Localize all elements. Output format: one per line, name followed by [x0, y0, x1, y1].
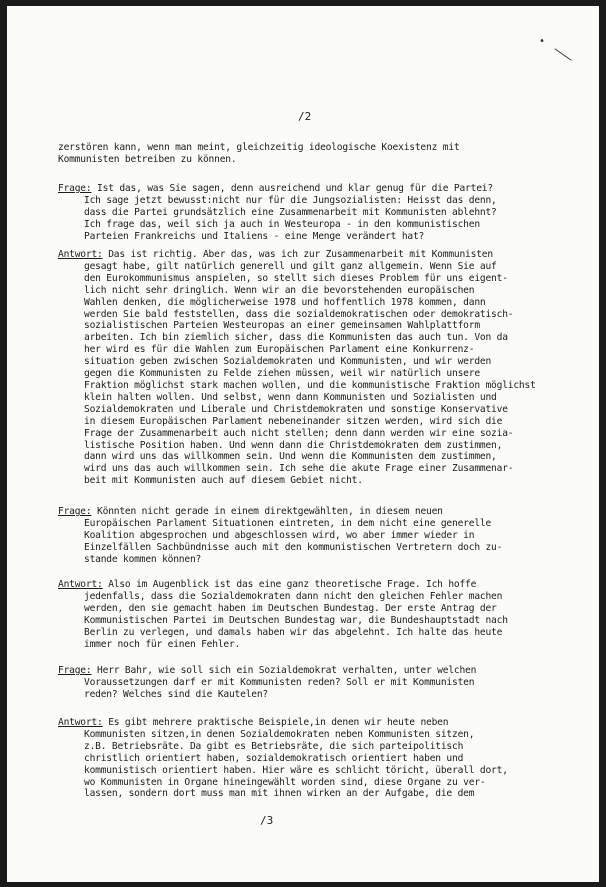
text-line — [58, 689, 568, 701]
corner-mark: • — [539, 36, 546, 47]
text-line — [58, 665, 568, 677]
text-line — [58, 615, 568, 627]
text-line — [58, 320, 568, 332]
text-line — [58, 273, 568, 285]
text-line-content: dann wird uns das willkommen sein. Und wenn die Kommunisten dem zustimmen, — [84, 451, 497, 463]
question-block — [58, 183, 568, 243]
text-line-content: Es gibt mehrere praktische Beispiele,in denen wir heute neben — [108, 717, 449, 728]
question-block — [58, 506, 568, 566]
text-line — [58, 788, 568, 800]
text-line — [58, 416, 568, 428]
text-line-content: wo Kommunisten in Organe hineingewählt worden sind, diese Organe zu ver- — [84, 776, 486, 788]
text-line — [58, 154, 568, 166]
answer-block — [58, 717, 568, 800]
text-line — [58, 579, 568, 591]
text-line-content: dass die Partei grundsätzlich eine Zusammenarbeit mit Kommunisten ablehnt? — [84, 206, 497, 218]
text-line — [58, 542, 568, 554]
question-label: Frage: — [58, 665, 92, 676]
answer-block — [58, 249, 568, 487]
text-line-content: Europäischen Parlament Situationen eintreten, in dem nicht eine generelle — [84, 517, 492, 529]
text-line — [58, 404, 568, 416]
text-line-content: den Eurokommunismus anspielen, so stellt sich dieses Problem für uns eigent- — [84, 272, 508, 284]
text-line-content: Kommunisten betreiben zu können. — [58, 153, 237, 165]
text-line — [58, 639, 568, 651]
text-line-content: Fraktion möglichst stark machen wollen, und die kommunistische Fraktion möglichst — [84, 379, 536, 391]
text-line-content: christlich orientiert haben, sozialdemokratisch orientiert haben und — [84, 752, 464, 764]
answer-label: Antwort: — [58, 579, 103, 590]
text-line — [58, 518, 568, 530]
text-line — [58, 261, 568, 273]
text-line-content: Sozialdemokraten und Liberale und Christdemokraten und sonstige Konservative — [84, 403, 508, 415]
text-line-content: reden? Welches sind die Kautelen? — [84, 688, 269, 700]
text-line-content: Kommunistischen Partei im Deutschen Bundestag war, die Bundeshauptstadt nach — [84, 614, 508, 626]
text-line-content: Ich sage jetzt bewusst:nicht nur für die Jungsozialisten: Heisst das denn, — [84, 194, 497, 206]
text-line — [58, 195, 568, 207]
text-line — [58, 741, 568, 753]
text-line-content: Voraussetzungen darf er mit Kommunisten reden? Soll er mit Kommunisten — [84, 676, 475, 688]
text-line-content: Könnten nicht gerade in einem direktgewählten, in diesem neuen — [97, 506, 443, 517]
text-line-content: Wahlen denken, die möglicherweise 1978 und hoffentlich 1978 kommen, dann — [84, 296, 486, 308]
text-line — [58, 777, 568, 789]
text-line — [58, 344, 568, 356]
text-line — [58, 368, 568, 380]
question-label: Frage: — [58, 506, 92, 517]
text-line — [58, 591, 568, 603]
text-line-content: klein halten wollen. Und selbst, wenn dann Kommunisten und Sozialisten und — [84, 391, 497, 403]
text-line-content: Einzelfällen Sachbündnisse auch mit den kommunistischen Vertretern doch zu- — [84, 541, 503, 553]
text-line-content: situation geben zwischen Sozialdemokraten und Kommunisten, und wir werden — [84, 356, 492, 368]
text-line-content: Ist das, was Sie sagen, denn ausreichend und klar genug für die Partei? — [97, 183, 493, 194]
text-line — [58, 142, 568, 154]
text-line — [58, 249, 568, 261]
text-line — [58, 753, 568, 765]
text-line — [58, 231, 568, 243]
text-line-content: immer noch für einen Fehler. — [84, 638, 241, 650]
answer-label: Antwort: — [58, 249, 103, 260]
corner-stroke — [555, 48, 572, 60]
text-line-content: Das ist richtig. Aber das, was ich zur Zusammenarbeit mit Kommunisten — [108, 249, 493, 260]
text-line — [58, 603, 568, 615]
text-line-content: werden Sie bald feststellen, dass die sozialdemokratischen oder demokratisch- — [84, 308, 514, 320]
page-number-bottom: /3 — [260, 814, 274, 827]
text-line — [58, 530, 568, 542]
text-line-content: gegen die Kommunisten zu Felde ziehen müssen, weil wir natürlich unsere — [84, 368, 480, 380]
text-line — [58, 207, 568, 219]
text-line-content: Herr Bahr, wie soll sich ein Sozialdemokrat verhalten, unter welchen — [97, 665, 477, 676]
text-line-content: lassen, sondern dort muss man mit ihnen wirken an der Aufgabe, die dem — [84, 788, 475, 800]
page-number-top: /2 — [298, 110, 312, 123]
text-line-content: sozialistischen Parteien Westeuropas an einer gemeinsamen Wahlplattform — [84, 320, 480, 332]
text-line-content: lich nicht sehr dringlich. Wenn wir an die bevorstehenden europäischen — [84, 284, 475, 296]
text-line-content: beit mit Kommunisten auch auf diesem Gebiet nicht. — [84, 475, 363, 487]
text-line-content: listische Position haben. Und wenn dann die Christdemokraten dem zustimmen, — [84, 439, 503, 451]
question-label: Frage: — [58, 183, 92, 194]
text-line-content: zerstören kann, wenn man meint, gleichzeitig ideologische Koexistenz mit — [58, 142, 460, 153]
text-line — [58, 677, 568, 689]
text-line-content: Parteien Frankreichs und Italiens - eine Menge verändert hat? — [84, 230, 425, 242]
text-line — [58, 380, 568, 392]
text-line — [58, 440, 568, 452]
text-line — [58, 627, 568, 639]
question-block — [58, 665, 568, 701]
text-line — [58, 729, 568, 741]
document-page — [7, 6, 599, 882]
text-line-content: Frage der Zusammenarbeit auch nicht stellen; denn dann werden wir eine sozia- — [84, 427, 514, 439]
text-line — [58, 554, 568, 566]
text-line-content: jedenfalls, dass die Sozialdemokraten dann nicht den gleichen Fehler machen — [84, 590, 503, 602]
text-line — [58, 219, 568, 231]
text-line-content: Koalition abgesprochen und abgeschlossen wird, wo aber immer wieder in — [84, 529, 475, 541]
text-line — [58, 297, 568, 309]
text-line-content: Berlin zu verlegen, und damals haben wir das abgelehnt. Ich halte das heute — [84, 626, 503, 638]
text-line — [58, 309, 568, 321]
text-line — [58, 332, 568, 344]
answer-block — [58, 579, 568, 650]
text-line — [58, 285, 568, 297]
text-line-content: in diesem Europäischen Parlament nebeneinander sitzen werden, wird sich die — [84, 415, 503, 427]
text-line-content: kommunistisch orientiert haben. Hier wäre es schlicht töricht, überall dort, — [84, 764, 508, 776]
text-line-content: her wird es für die Wahlen zum Europäischen Parlament eine Konkurrenz- — [84, 344, 475, 356]
text-line-content: z.B. Betriebsräte. Da gibt es Betriebsräte, die sich parteipolitisch — [84, 740, 464, 752]
text-line — [58, 183, 568, 195]
text-line-content: gesagt habe, gilt natürlich generell und gilt ganz allgemein. Wenn Sie auf — [84, 260, 497, 272]
text-line — [58, 475, 568, 487]
text-line-content: stande kommen können? — [84, 553, 202, 565]
text-line-content: Kommunisten sitzen,in denen Sozialdemokraten neben Kommunisten sitzen, — [84, 728, 475, 740]
text-line — [58, 463, 568, 475]
text-line-content: wird uns das auch willkommen sein. Ich sehe die akute Frage einer Zusammenar- — [84, 463, 514, 475]
text-line-content: werden, den sie gemacht haben im Deutschen Bundestag. Der erste Antrag der — [84, 602, 497, 614]
text-line — [58, 392, 568, 404]
text-line — [58, 356, 568, 368]
answer-label: Antwort: — [58, 717, 103, 728]
text-line-content: Also im Augenblick ist das eine ganz theoretische Frage. Ich hoffe — [108, 579, 477, 590]
text-line — [58, 428, 568, 440]
text-line — [58, 451, 568, 463]
text-line-content: arbeiten. Ich bin ziemlich sicher, dass die Kommunisten das auch tun. Von da — [84, 332, 508, 344]
text-line — [58, 765, 568, 777]
text-line-content: Ich frage das, weil sich ja auch in Westeuropa - in den kommunistischen — [84, 218, 480, 230]
text-line — [58, 506, 568, 518]
text-line — [58, 717, 568, 729]
continuation-block — [58, 142, 568, 166]
